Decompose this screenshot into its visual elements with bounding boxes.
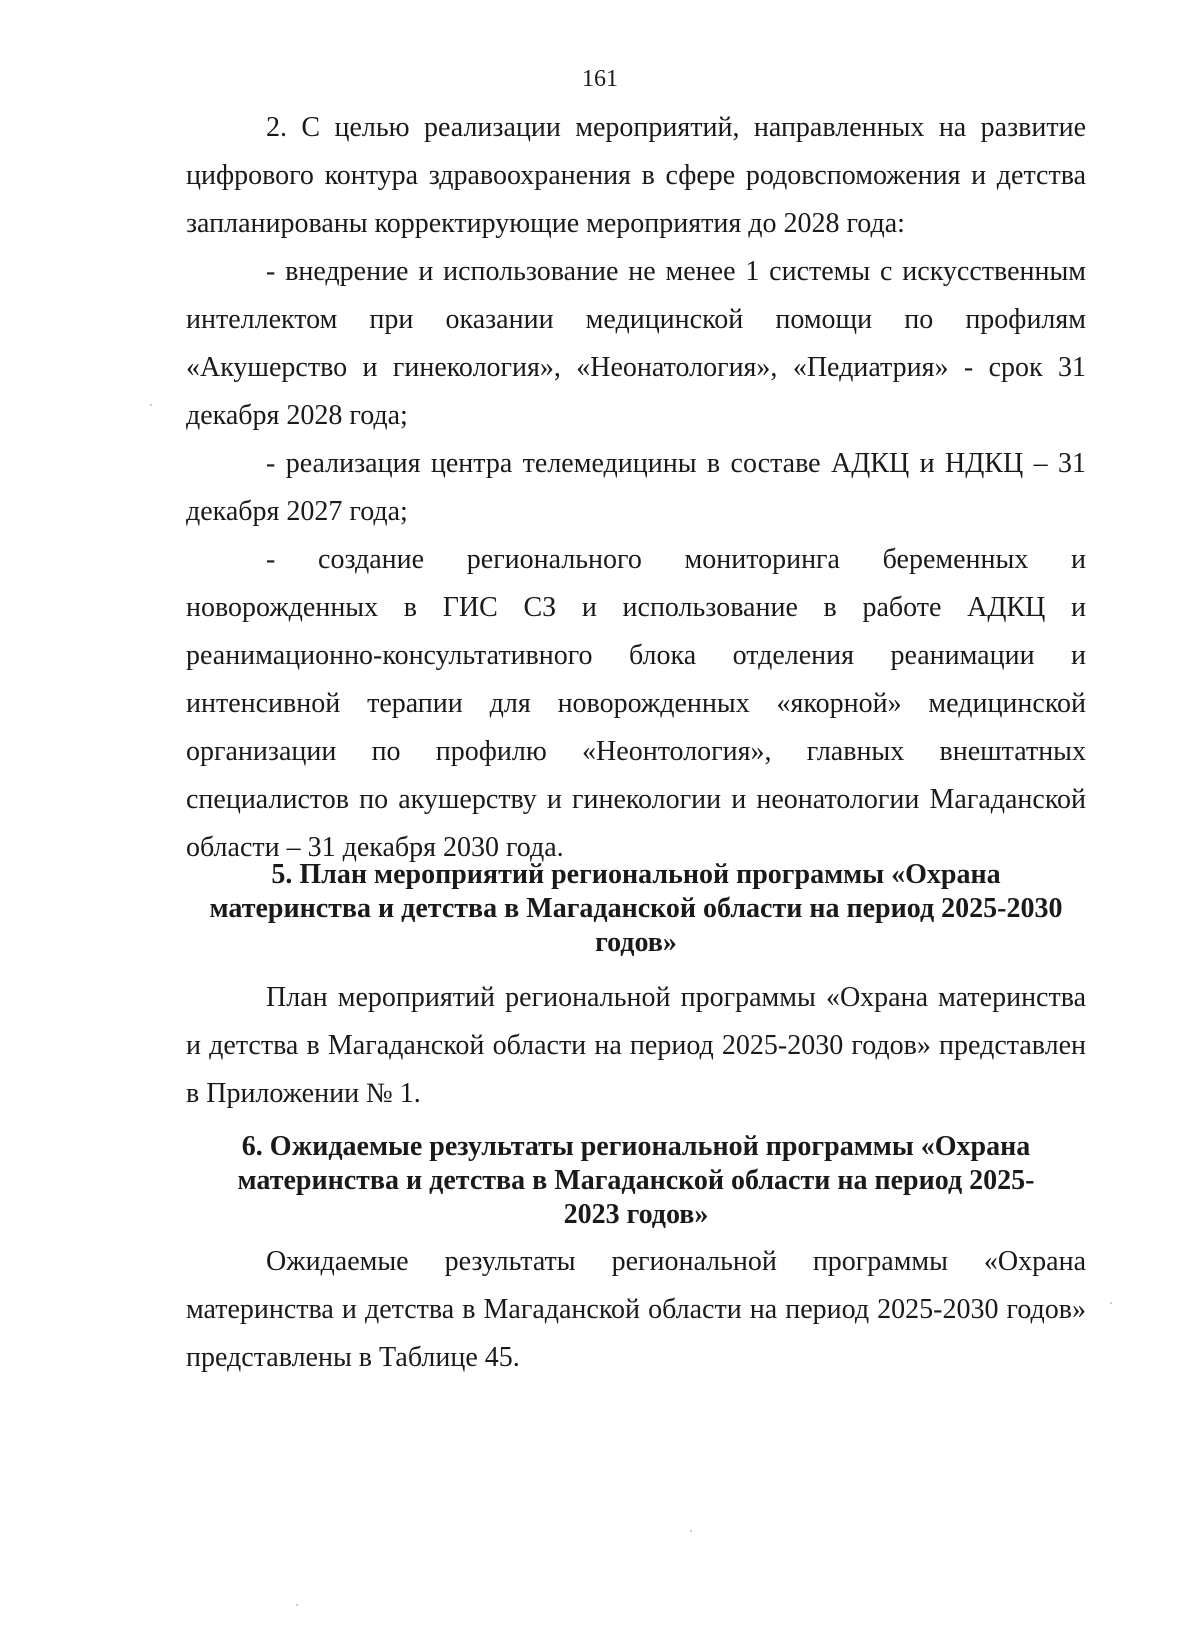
scan-speck [1110,1302,1112,1304]
section-6-heading-line: 2023 годов» [563,1199,709,1230]
list-item-ai-system: - внедрение и использование не менее 1 системы с искусственным интеллектом при оказании медицинской помощи по профилям «Акушерство и гинекология», «Неонатология», «Педиатрия» - срок 31 декабря 2028 года; [186,256,1086,431]
section-5-heading-line: материнства и детства в Магаданской области на период 2025-2030 [209,893,1063,924]
list-item-monitoring: - создание регионального мониторинга беременных и новорожденных в ГИС СЗ и использование в работе АДКЦ и реанимационно-консультативного блока отделения реанимации и интенсивной терапии для новорожденных «якорной» медицинской организации по профилю «Неонтология», главных внештатных специалистов по акушерству и гинекологии и неонатологии Магаданской области – 31 декабря 2030 года. [186,544,1086,863]
section-5-body [186,974,1086,1118]
section-5-heading [186,858,1086,960]
page-number: 161 [582,66,618,92]
scan-speck [150,404,152,406]
scan-speck [690,1530,692,1532]
section-5-heading-line: 5. План мероприятий региональной программы «Охрана [271,859,1001,890]
section-6-heading-line: 6. Ожидаемые результаты региональной программы «Охрана [241,1131,1031,1162]
section-6-heading-line: материнства и детства в Магаданской области на период 2025- [237,1165,1035,1196]
scan-speck [296,1604,298,1606]
list-item-telemedicine: - реализация центра телемедицины в составе АДКЦ и НДКЦ – 31 декабря 2027 года; [186,448,1086,527]
intro-paragraph: 2. С целью реализации мероприятий, направленных на развитие цифрового контура здравоохранения в сфере родовспоможения и детства запланированы корректирующие мероприятия до 2028 года: [186,112,1086,239]
section-6-body [186,1238,1086,1382]
section-5-heading-line: годов» [595,927,677,958]
section-6-paragraph: Ожидаемые результаты региональной программы «Охрана материнства и детства в Магаданской области на период 2025-2030 годов» представлены в Таблице 45. [186,1246,1086,1373]
section-6-heading [186,1130,1086,1232]
section-5-paragraph: План мероприятий региональной программы «Охрана материнства и детства в Магаданской области на период 2025-2030 годов» представлен в Приложении № 1. [186,982,1086,1109]
corrective-measures-block [186,104,1086,872]
